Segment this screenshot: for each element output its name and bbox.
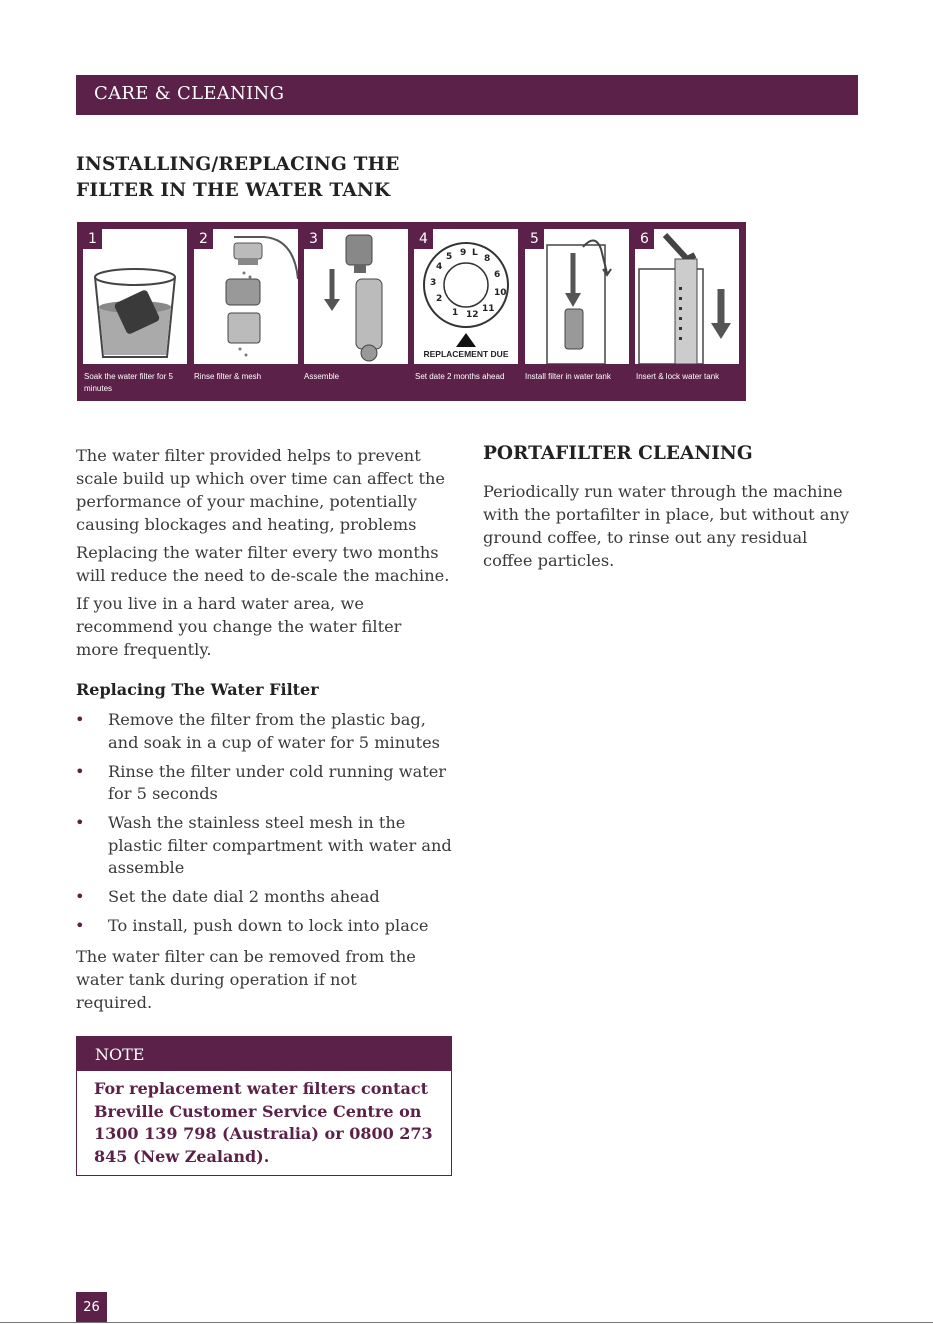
step-panel-3 <box>304 229 408 364</box>
list-item: • To install, push down to lock into place <box>75 916 429 935</box>
note-text: For replacement water filters contact Breville Customer Service Centre on 1300 139 798 (Australia) or 0800 273 845 (New Zealand). <box>94 1079 433 1166</box>
step-number: 5 <box>525 229 544 249</box>
step-panel-6 <box>635 229 739 364</box>
replacing-heading: Replacing The Water Filter <box>76 680 319 699</box>
install-filter-icon <box>525 229 629 364</box>
svg-text:12: 12 <box>466 310 479 320</box>
step-number: 6 <box>635 229 654 249</box>
svg-text:5: 5 <box>446 252 453 262</box>
step-number: 4 <box>414 229 433 249</box>
step-number: 1 <box>83 229 102 249</box>
tap-rinse-icon <box>194 229 298 364</box>
page-bottom-rule <box>0 1322 933 1323</box>
step-panel-5 <box>525 229 629 364</box>
intro-paragraph-1: The water filter provided helps to prevent scale build up which over time can affect the performance of your machine, potentially causing blockages and heating, problems <box>76 446 445 534</box>
svg-text:11: 11 <box>482 304 495 314</box>
step-caption-5: Install filter in water tank <box>525 372 611 381</box>
portafilter-text: Periodically run water through the machine with the portafilter in place, but without any ground coffee, to rinse out any residual coffee particles. <box>483 482 850 570</box>
filter-in-glass-icon <box>83 229 187 364</box>
step-caption-3: Assemble <box>304 372 340 381</box>
svg-text:4: 4 <box>436 262 443 272</box>
list-item: • Rinse the filter under cold running water for 5 seconds <box>75 761 447 803</box>
svg-text:6: 6 <box>494 270 501 280</box>
svg-text:2: 2 <box>436 294 443 304</box>
list-item: • Remove the filter from the plastic bag, and soak in a cup of water for 5 minutes <box>75 710 440 752</box>
date-dial-icon <box>414 229 518 364</box>
step-caption-1: Soak the water filter for 5 minutes <box>84 372 173 393</box>
replacing-steps-list <box>76 709 461 944</box>
note-header <box>77 1037 451 1071</box>
section-header-title: CARE & CLEANING <box>94 83 285 104</box>
svg-text:10: 10 <box>494 288 507 298</box>
list-item: • Set the date dial 2 months ahead <box>75 887 380 906</box>
svg-text:8: 8 <box>484 254 491 264</box>
step-caption-4: Set date 2 months ahead <box>415 372 505 381</box>
step-panel-2 <box>194 229 298 364</box>
svg-text:1: 1 <box>452 308 459 318</box>
page-title-line-1: INSTALLING/REPLACING THE <box>76 154 400 175</box>
note-heading: NOTE <box>95 1045 145 1064</box>
instruction-steps-strip <box>77 222 746 401</box>
step-caption-2: Rinse filter & mesh <box>194 372 262 381</box>
closing-paragraph: The water filter can be removed from the water tank during operation if not required. <box>76 947 416 1012</box>
step-panel-1 <box>83 229 187 364</box>
page-number: 26 <box>76 1292 107 1323</box>
portafilter-heading: PORTAFILTER CLEANING <box>483 443 753 464</box>
page-title <box>76 152 400 204</box>
intro-paragraph-2: Replacing the water filter every two months will reduce the need to de-scale the machine. <box>76 543 450 585</box>
note-box <box>76 1036 452 1176</box>
svg-text:9: 9 <box>460 248 467 258</box>
list-item: • Wash the stainless steel mesh in the plastic filter compartment with water and assemble <box>75 813 452 877</box>
step-number: 2 <box>194 229 213 249</box>
step-panel-4 <box>414 229 518 364</box>
assemble-filter-icon <box>304 229 408 364</box>
insert-tank-icon <box>635 229 739 364</box>
svg-text:3: 3 <box>430 278 437 288</box>
svg-text:L: L <box>472 248 478 258</box>
dial-label: REPLACEMENT DUE <box>423 349 509 359</box>
intro-paragraph-3: If you live in a hard water area, we recommend you change the water filter more frequently. <box>76 594 402 659</box>
step-caption-6: Insert & lock water tank <box>636 372 720 381</box>
section-header-band <box>76 75 858 115</box>
step-number: 3 <box>304 229 323 249</box>
page-title-line-2: FILTER IN THE WATER TANK <box>76 180 391 201</box>
